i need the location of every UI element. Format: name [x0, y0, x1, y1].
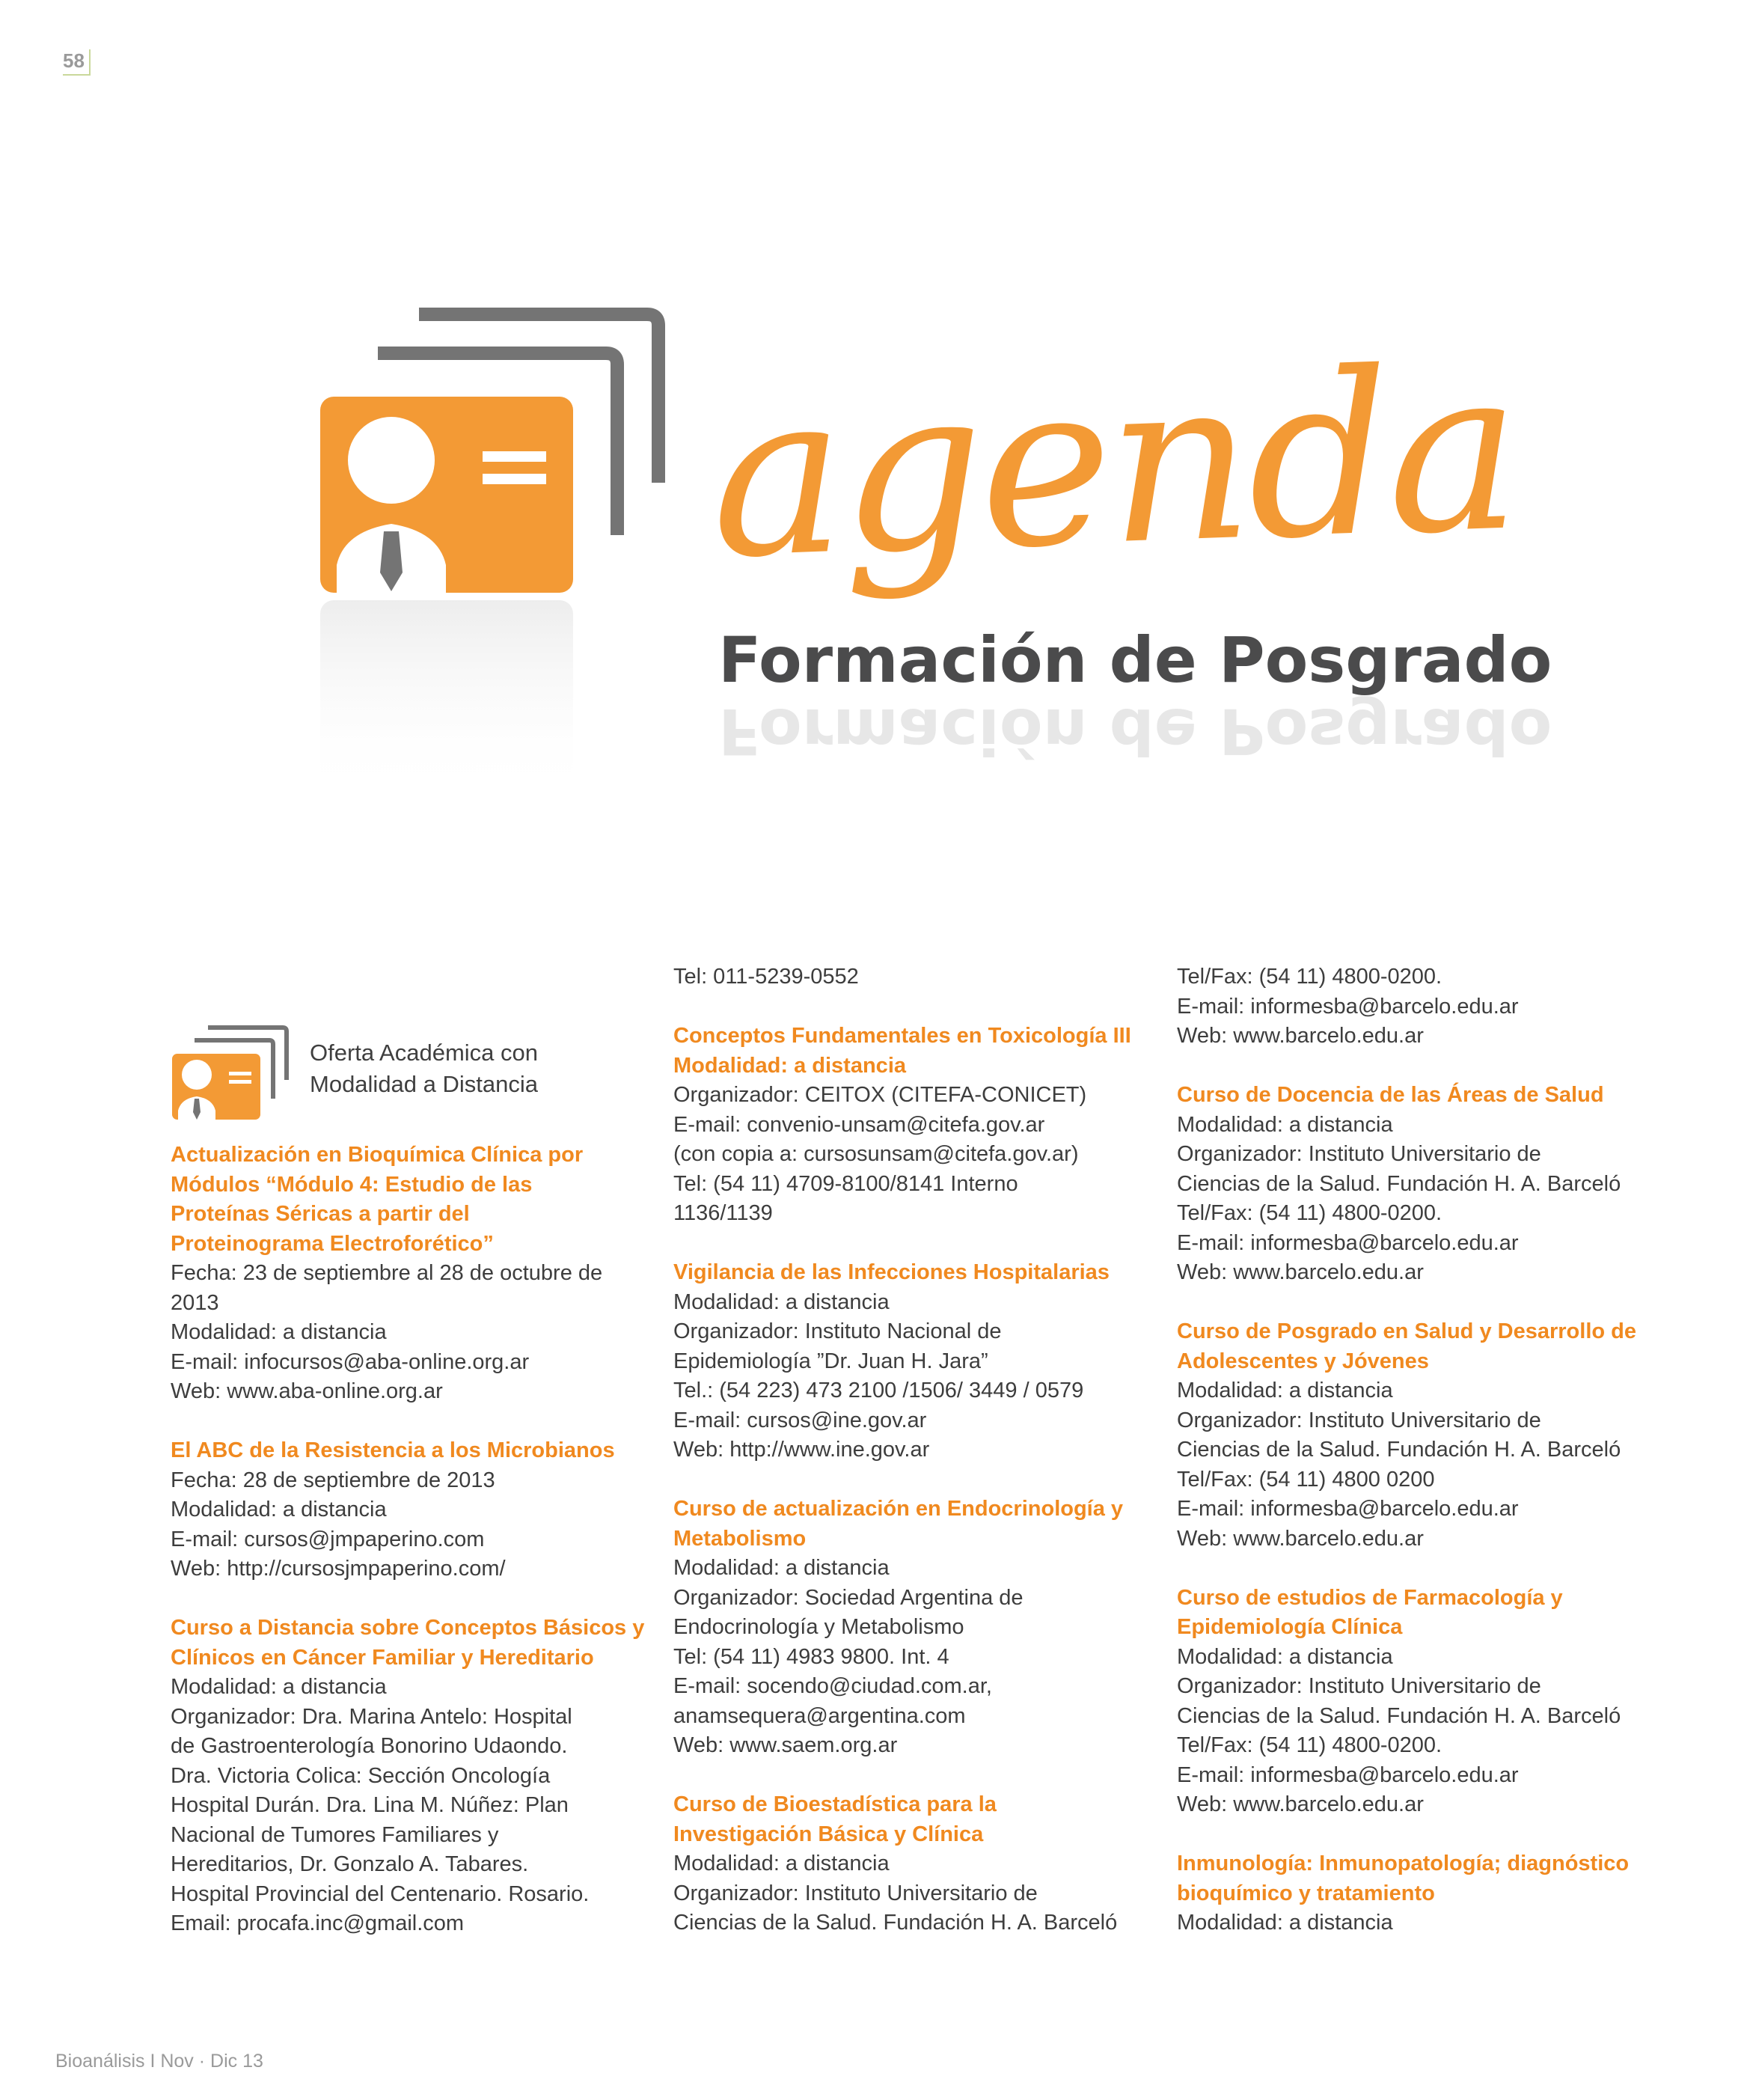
entry-detail-line: Hereditarios, Dr. Gonzalo A. Tabares.	[171, 1852, 529, 1876]
section-label-line: Oferta Académica con	[310, 1040, 538, 1066]
entry-detail-line: Hospital Durán. Dra. Lina M. Núñez: Plan	[171, 1793, 569, 1817]
entry-detail-line: Organizador: Instituto Universitario de	[1177, 1142, 1541, 1166]
entry-detail-line: Web: www.barcelo.edu.ar	[1177, 1792, 1424, 1816]
entry-detail-line: Modalidad: a distancia	[1177, 1911, 1393, 1935]
entry-title-line: Modalidad: a distancia	[673, 1053, 906, 1078]
entry-detail-line: Fecha: 23 de septiembre al 28 de octubre de	[171, 1261, 603, 1285]
column-3	[1177, 962, 1641, 1968]
entry-detail-line: Web: www.barcelo.edu.ar	[1177, 1526, 1424, 1551]
entry-detail-line: E-mail: convenio-unsam@citefa.gov.ar	[673, 1112, 1045, 1137]
entry-detail-line: Modalidad: a distancia	[1177, 1112, 1393, 1137]
entry-title-line: Curso de Bioestadística para la	[673, 1792, 997, 1816]
entry-detail-line: Tel.: (54 223) 473 2100 /1506/ 3449 / 0579	[673, 1379, 1084, 1402]
entry-detail-line: Email: procafa.inc@gmail.com	[171, 1911, 465, 1935]
entry-title-line: Conceptos Fundamentales en Toxicología III	[673, 1024, 1131, 1048]
agenda-entry	[1177, 1584, 1641, 1820]
entry-detail-line: Modalidad: a distancia	[171, 1675, 387, 1699]
page-title-reflection: Formación de Posgrado	[718, 695, 1552, 768]
entry-title-line: Curso de Docencia de las Áreas de Salud	[1177, 1083, 1604, 1107]
entry-title-line: Metabolismo	[673, 1526, 807, 1551]
entry-detail-line: E-mail: informesba@barcelo.edu.ar	[1177, 1497, 1519, 1521]
entry-title-line: Curso de Posgrado en Salud y Desarrollo de	[1177, 1319, 1636, 1343]
column-1	[171, 1141, 645, 1968]
entry-detail-line: Endocrinología y Metabolismo	[673, 1615, 964, 1639]
entry-title-line: Módulos “Módulo 4: Estudio de las	[171, 1172, 533, 1197]
entry-detail-line: E-mail: informesba@barcelo.edu.ar	[1177, 994, 1519, 1019]
entry-detail-line: Organizador: Instituto Universitario de	[673, 1881, 1038, 1905]
entry-detail-line: Tel/Fax: (54 11) 4800 0200	[1177, 1467, 1435, 1492]
entry-detail-line: Tel/Fax: (54 11) 4800-0200.	[1177, 1733, 1442, 1757]
agenda-entry	[1177, 962, 1641, 1051]
entry-detail-line: Web: www.aba-online.org.ar	[171, 1379, 443, 1403]
entry-detail-line: (con copia a: cursosunsam@citefa.gov.ar)	[673, 1142, 1079, 1166]
entry-detail-line: Organizador: Sociedad Argentina de	[673, 1585, 1024, 1610]
entry-detail-line: Nacional de Tumores Familiares y	[171, 1822, 499, 1847]
entry-detail-line: E-mail: informesba@barcelo.edu.ar	[1177, 1762, 1519, 1787]
entry-detail-line: Modalidad: a distancia	[1177, 1379, 1393, 1402]
entry-title-line: bioquímico y tratamiento	[1177, 1881, 1435, 1905]
entry-title-line: Epidemiología Clínica	[1177, 1615, 1403, 1639]
entry-detail-line: E-mail: informesba@barcelo.edu.ar	[1177, 1230, 1519, 1255]
entry-detail-line: 2013	[171, 1290, 219, 1315]
entry-detail-line: E-mail: socendo@ciudad.com.ar,	[673, 1674, 992, 1698]
agenda-wordmark: agenda	[706, 319, 1521, 608]
entry-detail-line: E-mail: infocursos@aba-online.org.ar	[171, 1349, 530, 1374]
entry-detail-line: Fecha: 28 de septiembre de 2013	[171, 1468, 495, 1492]
entry-detail-line: Ciencias de la Salud. Fundación H. A. Barceló	[1177, 1703, 1621, 1728]
agenda-entry	[171, 1614, 645, 1939]
column-2	[673, 962, 1137, 1968]
entry-detail-line: Modalidad: a distancia	[171, 1320, 387, 1344]
entry-detail-line: Web: http://www.ine.gov.ar	[673, 1438, 930, 1462]
entry-title-line: El ABC de la Resistencia a los Microbianos	[171, 1438, 615, 1462]
entry-title-line: Curso a Distancia sobre Conceptos Básicos y	[171, 1616, 645, 1640]
entry-detail-line: Ciencias de la Salud. Fundación H. A. Barceló	[1177, 1171, 1621, 1196]
entry-detail-line: Organizador: Instituto Universitario de	[1177, 1408, 1541, 1432]
entry-detail-line: Modalidad: a distancia	[673, 1852, 890, 1875]
entry-title-line: Vigilancia de las Infecciones Hospitalarias	[673, 1260, 1110, 1284]
footer-text: Bioanálisis I Nov · Dic 13	[55, 2051, 263, 2072]
section-label	[310, 1037, 564, 1100]
page-number: 58	[63, 49, 91, 76]
entry-detail-line: Ciencias de la Salud. Fundación H. A. Barceló	[673, 1911, 1118, 1935]
entry-detail-line: Web: www.barcelo.edu.ar	[1177, 1260, 1424, 1284]
entry-detail-line: Tel: (54 11) 4709-8100/8141 Interno	[673, 1171, 1018, 1196]
entry-detail-line: Tel: 011-5239-0552	[673, 965, 859, 989]
entry-detail-line: Epidemiología ”Dr. Juan H. Jara”	[673, 1349, 988, 1373]
page-title: Formación de Posgrado	[718, 623, 1552, 697]
entry-title-line: Proteinograma Electroforético”	[171, 1231, 494, 1256]
entry-detail-line: E-mail: cursos@ine.gov.ar	[673, 1408, 927, 1432]
entry-detail-line: Organizador: Dra. Marina Antelo: Hospital	[171, 1704, 572, 1729]
agenda-entry	[673, 1022, 1137, 1229]
entry-detail-line: E-mail: cursos@jmpaperino.com	[171, 1527, 485, 1551]
entry-detail-line: Modalidad: a distancia	[673, 1289, 890, 1314]
agenda-entry	[673, 1258, 1137, 1465]
entry-detail-line: Modalidad: a distancia	[171, 1498, 387, 1521]
entry-title-line: Investigación Básica y Clínica	[673, 1822, 984, 1846]
agenda-entry	[673, 1790, 1137, 1938]
entry-detail-line: 1136/1139	[673, 1201, 773, 1225]
section-label-line: Modalidad a Distancia	[310, 1071, 539, 1097]
agenda-entry	[1177, 1317, 1641, 1554]
entry-detail-line: Web: www.barcelo.edu.ar	[1177, 1024, 1424, 1048]
entry-detail-line: de Gastroenterología Bonorino Udaondo.	[171, 1734, 568, 1758]
entry-detail-line: Modalidad: a distancia	[1177, 1644, 1393, 1669]
entry-detail-line: Tel/Fax: (54 11) 4800-0200.	[1177, 965, 1442, 989]
entry-title-line: Adolescentes y Jóvenes	[1177, 1349, 1429, 1373]
entry-detail-line: Organizador: CEITOX (CITEFA-CONICET)	[673, 1083, 1087, 1107]
agenda-entry	[673, 1495, 1137, 1761]
entry-detail-line: Modalidad: a distancia	[673, 1556, 890, 1580]
entry-title-line: Curso de actualización en Endocrinología y	[673, 1497, 1124, 1521]
entry-detail-line: anamsequera@argentina.com	[673, 1703, 966, 1728]
entry-detail-line: Tel: (54 11) 4983 9800. Int. 4	[673, 1644, 949, 1669]
entry-detail-line: Web: www.saem.org.ar	[673, 1733, 898, 1757]
entry-detail-line: Hospital Provincial del Centenario. Rosario.	[171, 1881, 590, 1906]
entry-detail-line: Organizador: Instituto Universitario de	[1177, 1674, 1541, 1698]
agenda-entry	[1177, 1849, 1641, 1938]
agenda-entry	[673, 962, 1137, 992]
entry-detail-line: Web: http://cursosjmpaperino.com/	[171, 1557, 506, 1581]
id-card-person-icon	[314, 307, 666, 816]
entry-detail-line: Ciencias de la Salud. Fundación H. A. Barceló	[1177, 1438, 1621, 1462]
agenda-entry	[171, 1141, 634, 1407]
entry-title-line: Clínicos en Cáncer Familiar y Hereditario	[171, 1645, 594, 1670]
entry-title-line: Proteínas Séricas a partir del	[171, 1202, 470, 1226]
agenda-entry	[1177, 1081, 1641, 1288]
id-card-person-icon	[171, 1024, 290, 1121]
entry-detail-line: Organizador: Instituto Nacional de	[673, 1319, 1002, 1343]
entry-detail-line: Dra. Victoria Colica: Sección Oncología	[171, 1763, 551, 1788]
entry-title-line: Curso de estudios de Farmacología y	[1177, 1585, 1563, 1610]
entry-title-line: Actualización en Bioquímica Clínica por	[171, 1143, 584, 1167]
agenda-entry	[171, 1436, 634, 1584]
entry-title-line: Inmunología: Inmunopatología; diagnóstico	[1177, 1852, 1630, 1875]
entry-detail-line: Tel/Fax: (54 11) 4800-0200.	[1177, 1201, 1442, 1225]
